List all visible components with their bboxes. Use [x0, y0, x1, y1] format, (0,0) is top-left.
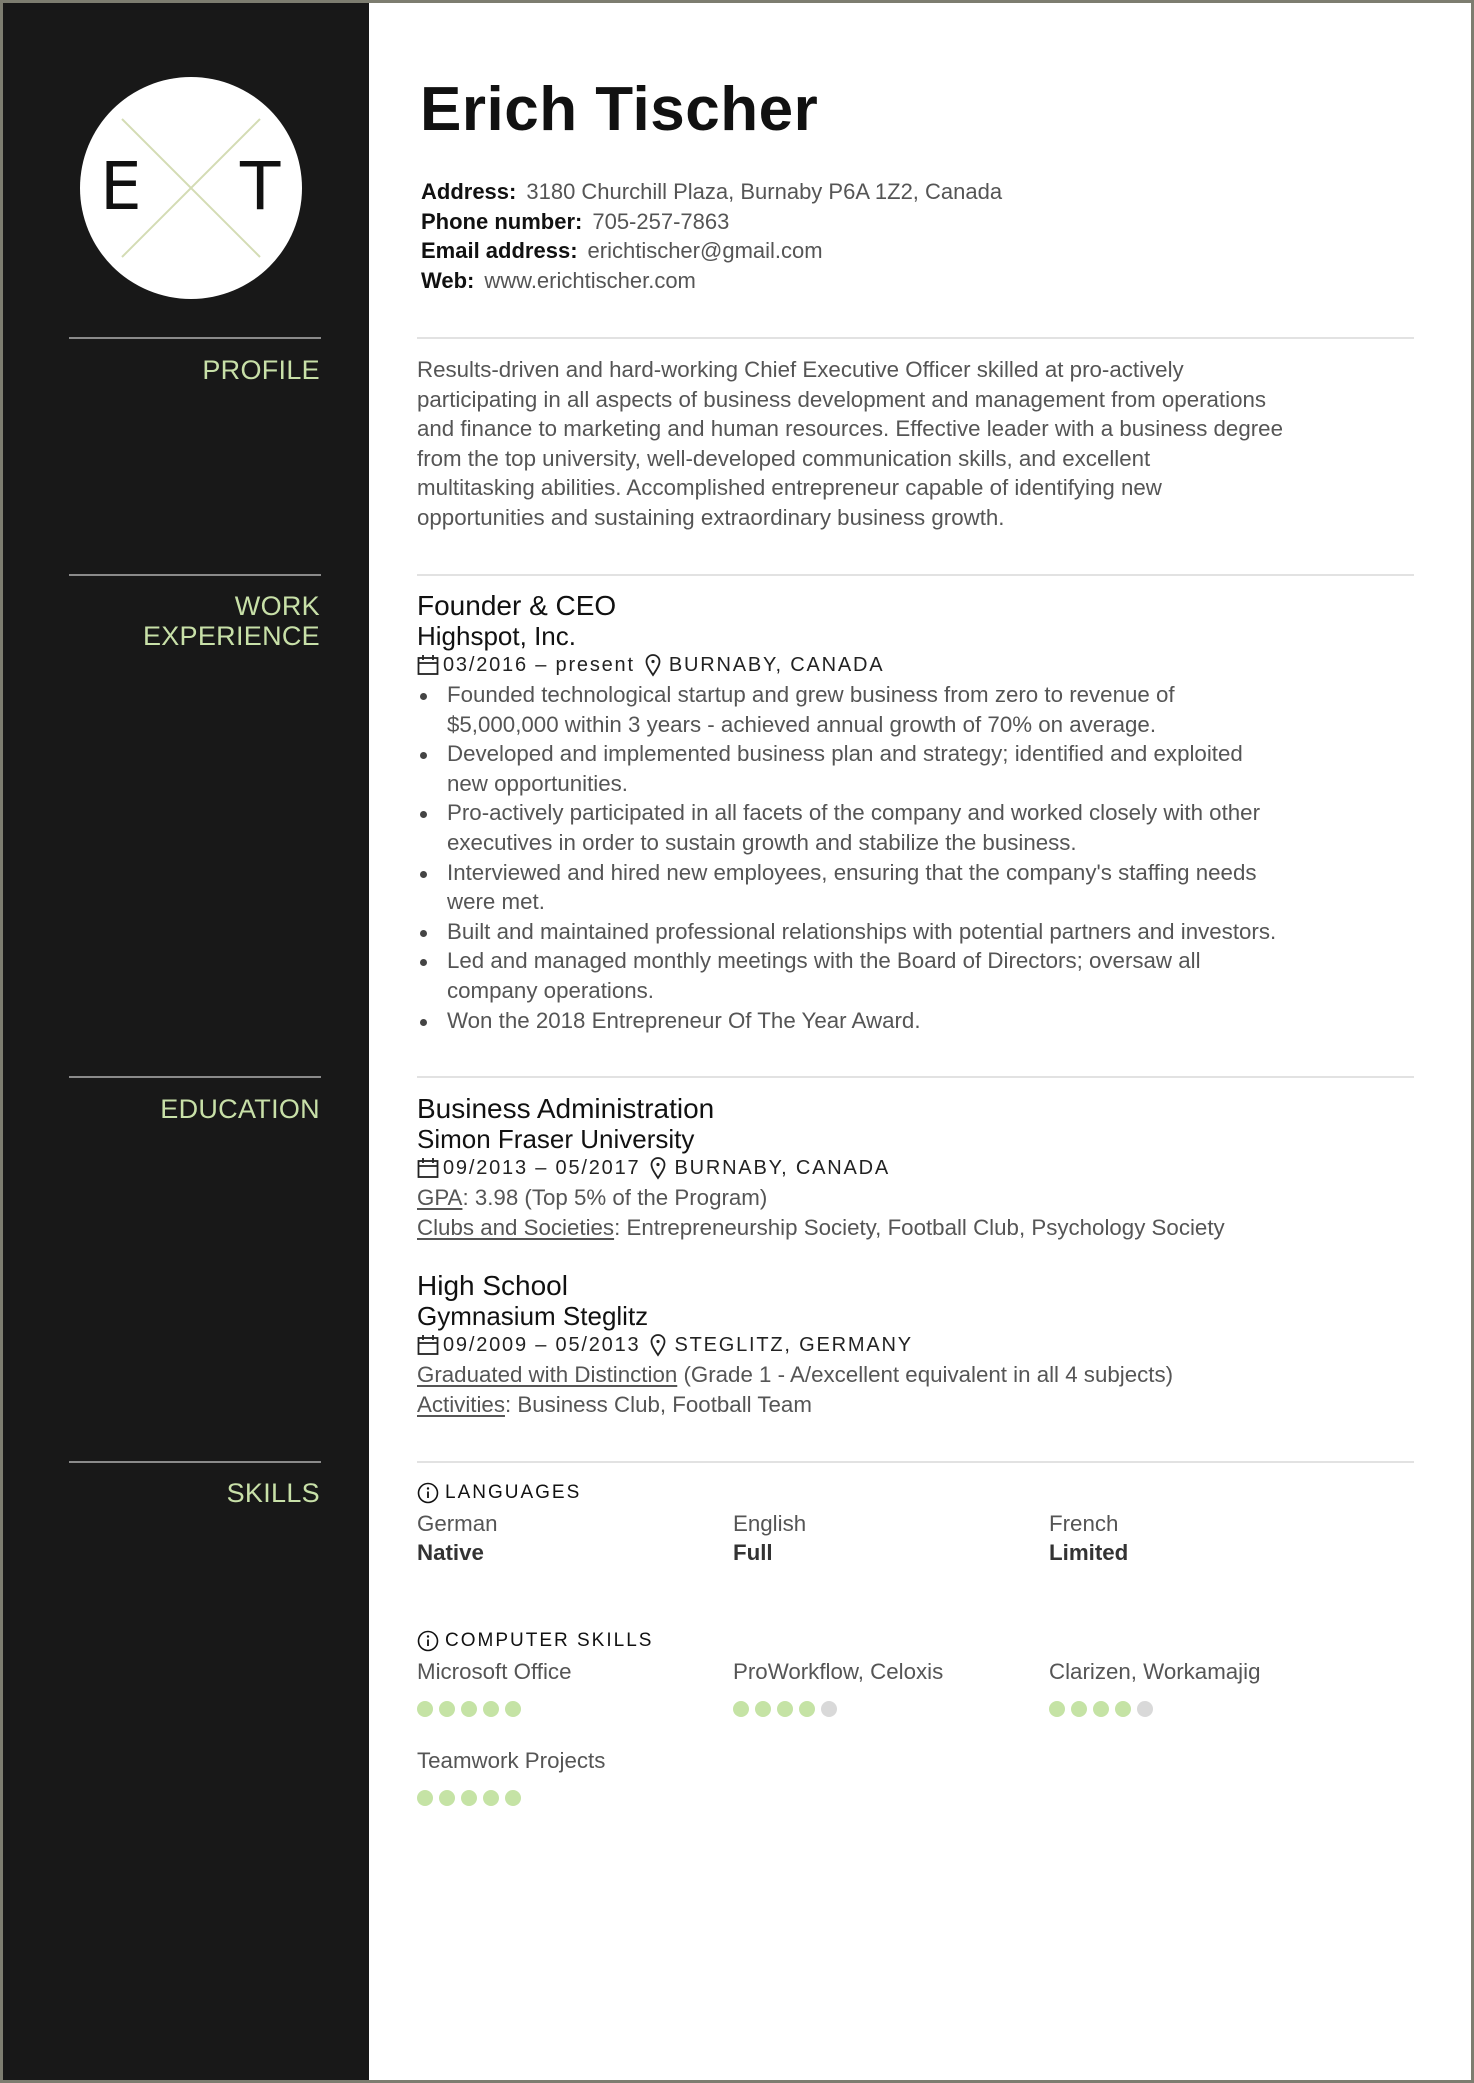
rating-dot-filled: [755, 1701, 771, 1717]
profile-line: multitasking abilities. Accomplished entrepreneur capable of identifying new: [417, 475, 1162, 501]
sidebar-divider: [69, 574, 321, 576]
language-level: Limited: [1049, 1540, 1129, 1565]
education-location: BURNABY, CANADA: [674, 1157, 891, 1179]
school-name: Gymnasium Steglitz: [417, 1301, 649, 1331]
education-detail: [417, 1360, 1173, 1390]
skill-rating: [417, 1790, 521, 1806]
skill-rating: [733, 1701, 837, 1717]
job-responsibilities: [417, 680, 1417, 1035]
contact-web: [421, 266, 696, 295]
computer-skill-name: Clarizen, Workamajig: [1049, 1659, 1261, 1684]
degree-title: Business Administration: [417, 1093, 715, 1124]
section-label-profile: PROFILE: [202, 355, 320, 385]
education-location: STEGLITZ, GERMANY: [674, 1334, 913, 1356]
rating-dot-filled: [483, 1701, 499, 1717]
detail-label: Clubs and Societies: [417, 1215, 615, 1240]
rating-dot-filled: [1093, 1701, 1109, 1717]
rating-dot-empty: [821, 1701, 837, 1717]
contact-label: Web:: [421, 268, 475, 293]
skill-rating: [417, 1701, 521, 1717]
list-item: Interviewed and hired new employees, ensuring that the company's staffing needs were met.: [417, 858, 1417, 917]
info-icon: [417, 1630, 439, 1652]
section-label-skills: SKILLS: [226, 1478, 320, 1508]
education-dates: 09/2013 – 05/2017: [443, 1157, 641, 1179]
job-title: Founder & CEO: [417, 590, 617, 621]
computer-skills-heading: [417, 1628, 653, 1654]
profile-line: from the top university, well-developed communication skills, and excellent: [417, 445, 1151, 471]
section-label-education: EDUCATION: [160, 1094, 320, 1124]
detail-text: (Grade 1 - A/excellent equivalent in all 4 subjects): [677, 1362, 1174, 1387]
section-divider: [417, 574, 1414, 576]
profile-line: participating in all aspects of business development and management from operations: [417, 386, 1267, 412]
list-item: Pro-actively participated in all facets of the company and worked closely with other executives in order to sustain growth and stabilize the business.: [417, 798, 1417, 857]
rating-dot-filled: [1115, 1701, 1131, 1717]
rating-dot-filled: [799, 1701, 815, 1717]
rating-dot-filled: [461, 1701, 477, 1717]
info-icon: [417, 1482, 439, 1504]
location-pin-icon: [645, 653, 661, 677]
heading-text: COMPUTER SKILLS: [445, 1630, 654, 1651]
sidebar-divider: [69, 1076, 321, 1078]
rating-dot-filled: [417, 1701, 433, 1717]
computer-skill-name: Teamwork Projects: [417, 1748, 606, 1773]
monogram-logo: [80, 77, 302, 299]
rating-dot-filled: [1071, 1701, 1087, 1717]
detail-label: GPA: [417, 1185, 463, 1210]
language-name: German: [417, 1511, 498, 1536]
profile-line: Results-driven and hard-working Chief Executive Officer skilled at pro-actively: [417, 357, 1184, 382]
rating-dot-filled: [439, 1790, 455, 1806]
education-detail: [417, 1213, 1225, 1243]
rating-dot-filled: [439, 1701, 455, 1717]
calendar-icon: [417, 1334, 439, 1356]
section-divider: [417, 1461, 1414, 1463]
detail-label: Activities: [417, 1392, 505, 1417]
contact-value: 3180 Churchill Plaza, Burnaby P6A 1Z2, Canada: [526, 179, 1003, 204]
skill-rating: [1049, 1701, 1153, 1717]
person-name: Erich Tischer: [420, 75, 819, 144]
section-divider: [417, 337, 1414, 339]
contact-label: Phone number:: [421, 209, 583, 234]
list-item: Led and managed monthly meetings with the Board of Directors; oversaw all company operations.: [417, 946, 1417, 1005]
education-detail: [417, 1390, 812, 1420]
language-name: English: [733, 1511, 807, 1536]
section-label-work-line2: EXPERIENCE: [142, 621, 320, 651]
contact-value: 705-257-7863: [592, 209, 730, 234]
sidebar-divider: [69, 1461, 321, 1463]
language-level: Full: [733, 1540, 773, 1565]
contact-value[interactable]: erichtischer@gmail.com: [587, 238, 823, 263]
language-level: Native: [417, 1540, 484, 1565]
education-meta: [417, 1331, 913, 1359]
location-pin-icon: [650, 1333, 666, 1357]
rating-dot-filled: [505, 1701, 521, 1717]
calendar-icon: [417, 654, 439, 676]
sidebar: [3, 3, 369, 2080]
detail-text: : Entrepreneurship Society, Football Club, Psychology Society: [614, 1215, 1225, 1240]
detail-label: Graduated with Distinction: [417, 1362, 678, 1387]
profile-summary: [417, 355, 1417, 533]
contact-address: [421, 177, 1002, 206]
language-name: French: [1049, 1511, 1119, 1536]
computer-skill-name: ProWorkflow, Celoxis: [733, 1659, 944, 1684]
rating-dot-filled: [1049, 1701, 1065, 1717]
rating-dot-filled: [483, 1790, 499, 1806]
list-item: Won the 2018 Entrepreneur Of The Year Award.: [417, 1006, 1417, 1036]
languages-heading: [417, 1480, 581, 1506]
contact-label: Address:: [421, 179, 517, 204]
detail-text: : 3.98 (Top 5% of the Program): [462, 1185, 768, 1210]
monogram-initial-last: T: [240, 148, 281, 225]
degree-title: High School: [417, 1270, 568, 1301]
school-name: Simon Fraser University: [417, 1124, 695, 1154]
job-location: BURNABY, CANADA: [668, 654, 885, 676]
list-item: Built and maintained professional relationships with potential partners and investors.: [417, 917, 1417, 947]
rating-dot-filled: [505, 1790, 521, 1806]
rating-dot-filled: [733, 1701, 749, 1717]
detail-text: : Business Club, Football Team: [504, 1392, 812, 1417]
contact-value[interactable]: www.erichtischer.com: [484, 268, 696, 293]
location-pin-icon: [650, 1156, 666, 1180]
rating-dot-empty: [1137, 1701, 1153, 1717]
rating-dot-filled: [417, 1790, 433, 1806]
sidebar-divider: [69, 337, 321, 339]
rating-dot-filled: [777, 1701, 793, 1717]
job-meta: [417, 651, 884, 679]
education-detail: [417, 1183, 767, 1213]
rating-dot-filled: [461, 1790, 477, 1806]
profile-line: opportunities and sustaining extraordinary business growth.: [417, 504, 1005, 530]
calendar-icon: [417, 1157, 439, 1179]
section-label-work-line1: WORK: [234, 591, 320, 621]
monogram-initial-first: E: [100, 148, 142, 225]
education-dates: 09/2009 – 05/2013: [443, 1334, 641, 1356]
contact-label: Email address:: [421, 238, 578, 263]
profile-line: and finance to marketing and human resources. Effective leader with a business degree: [417, 416, 1283, 442]
job-company: Highspot, Inc.: [417, 621, 576, 651]
contact-email: [421, 236, 823, 265]
section-divider: [417, 1076, 1414, 1078]
list-item: Developed and implemented business plan and strategy; identified and exploited new opportunities.: [417, 739, 1417, 798]
education-meta: [417, 1154, 890, 1182]
job-dates: 03/2016 – present: [443, 654, 635, 676]
list-item: Founded technological startup and grew business from zero to revenue of $5,000,000 within 3 years - achieved annual growth of 70% on average.: [417, 680, 1417, 739]
computer-skill-name: Microsoft Office: [417, 1659, 572, 1684]
heading-text: LANGUAGES: [445, 1482, 582, 1503]
contact-phone: [421, 207, 729, 236]
